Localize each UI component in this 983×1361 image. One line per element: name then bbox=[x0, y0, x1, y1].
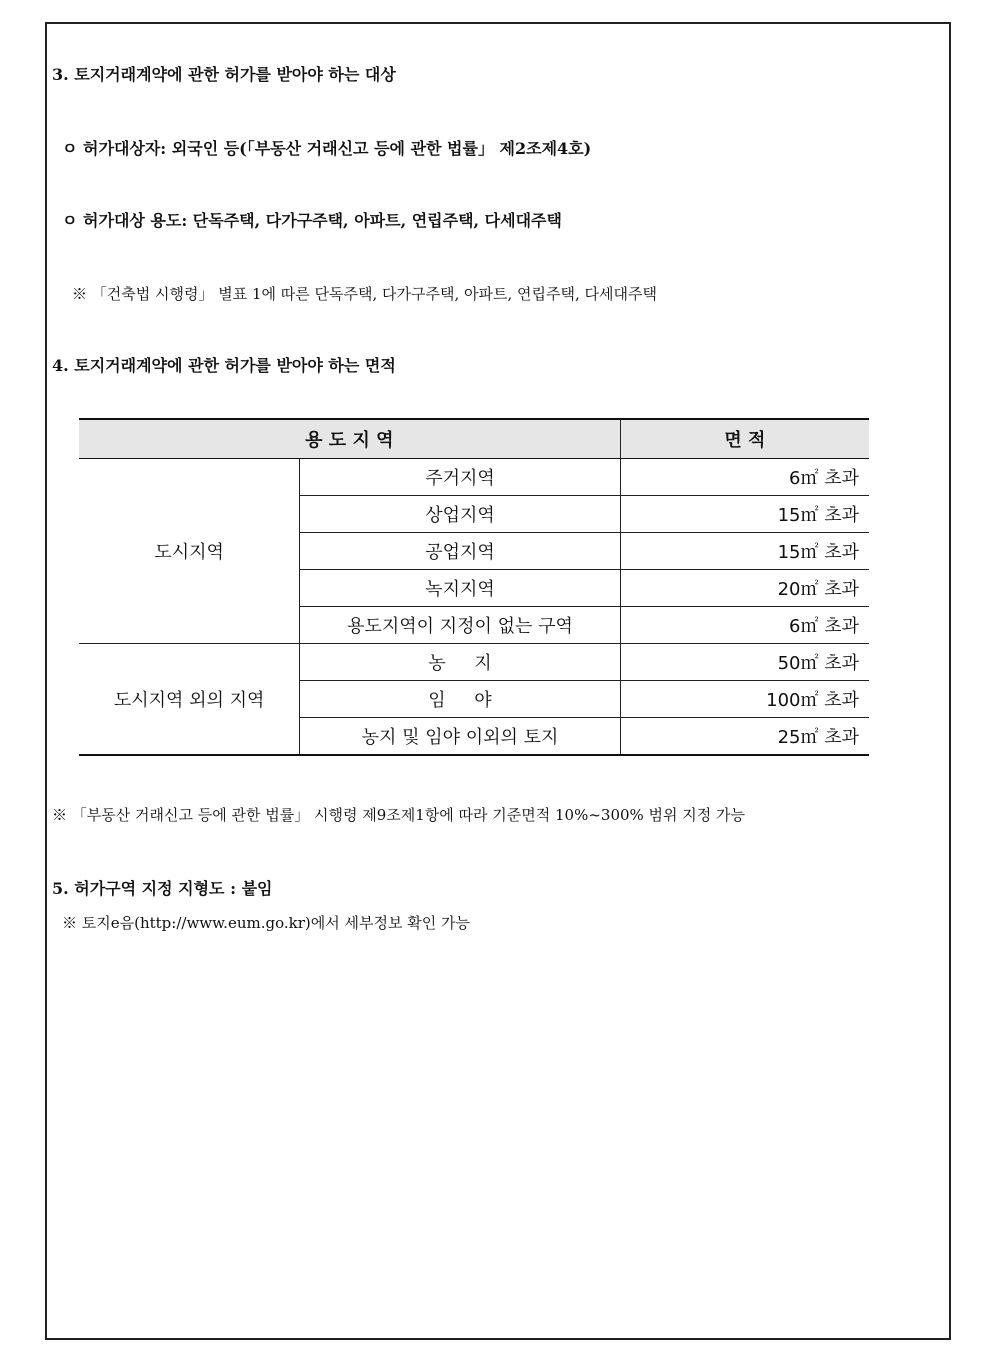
area-cell: 20㎡ 초과 bbox=[620, 570, 869, 607]
area-cell: 6㎡ 초과 bbox=[620, 459, 869, 496]
area-cell: 15㎡ 초과 bbox=[620, 533, 869, 570]
section3-note: ※ 「건축법 시행령」 별표 1에 따른 단독주택, 다가구주택, 아파트, 연립주택, 다세대주택 bbox=[72, 285, 657, 303]
section5-heading: 5. 허가구역 지정 지형도 : 붙임 bbox=[52, 879, 273, 898]
table-row bbox=[79, 644, 869, 681]
zone-cell: 공업지역 bbox=[300, 533, 620, 570]
zone-cell: 농지 및 임야 이외의 토지 bbox=[300, 718, 620, 756]
zone-cell: 임 야 bbox=[300, 681, 620, 718]
zone-cell: 상업지역 bbox=[300, 496, 620, 533]
group-urban: 도시지역 bbox=[79, 459, 300, 644]
area-cell: 6㎡ 초과 bbox=[620, 607, 869, 644]
area-cell: 15㎡ 초과 bbox=[620, 496, 869, 533]
area-cell: 100㎡ 초과 bbox=[620, 681, 869, 718]
zone-cell: 녹지지역 bbox=[300, 570, 620, 607]
zone-cell: 주거지역 bbox=[300, 459, 620, 496]
section5-note: ※ 토지e음(http://www.eum.go.kr)에서 세부정보 확인 가능 bbox=[62, 914, 470, 932]
zone-cell: 용도지역이 지정이 없는 구역 bbox=[300, 607, 620, 644]
section3-heading: 3. 토지거래계약에 관한 허가를 받아야 하는 대상 bbox=[52, 65, 396, 84]
area-cell: 25㎡ 초과 bbox=[620, 718, 869, 756]
section3-bullet-applicant: ㅇ 허가대상자: 외국인 등(「부동산 거래신고 등에 관한 법률」 제2조제4호) bbox=[62, 139, 592, 158]
area-cell: 50㎡ 초과 bbox=[620, 644, 869, 681]
group-non-urban: 도시지역 외의 지역 bbox=[79, 644, 300, 756]
zone-cell: 농 지 bbox=[300, 644, 620, 681]
table-header-zone: 용 도 지 역 bbox=[79, 419, 620, 459]
table-row bbox=[79, 459, 869, 496]
area-threshold-table bbox=[79, 418, 869, 756]
section4-note: ※ 「부동산 거래신고 등에 관한 법률」 시행령 제9조제1항에 따라 기준면적 10%~300% 범위 지정 가능 bbox=[52, 806, 746, 824]
section4-heading: 4. 토지거래계약에 관한 허가를 받아야 하는 면적 bbox=[52, 356, 396, 375]
table-header-area: 면 적 bbox=[620, 419, 869, 459]
section3-bullet-usage: ㅇ 허가대상 용도: 단독주택, 다가구주택, 아파트, 연립주택, 다세대주택 bbox=[62, 211, 562, 230]
